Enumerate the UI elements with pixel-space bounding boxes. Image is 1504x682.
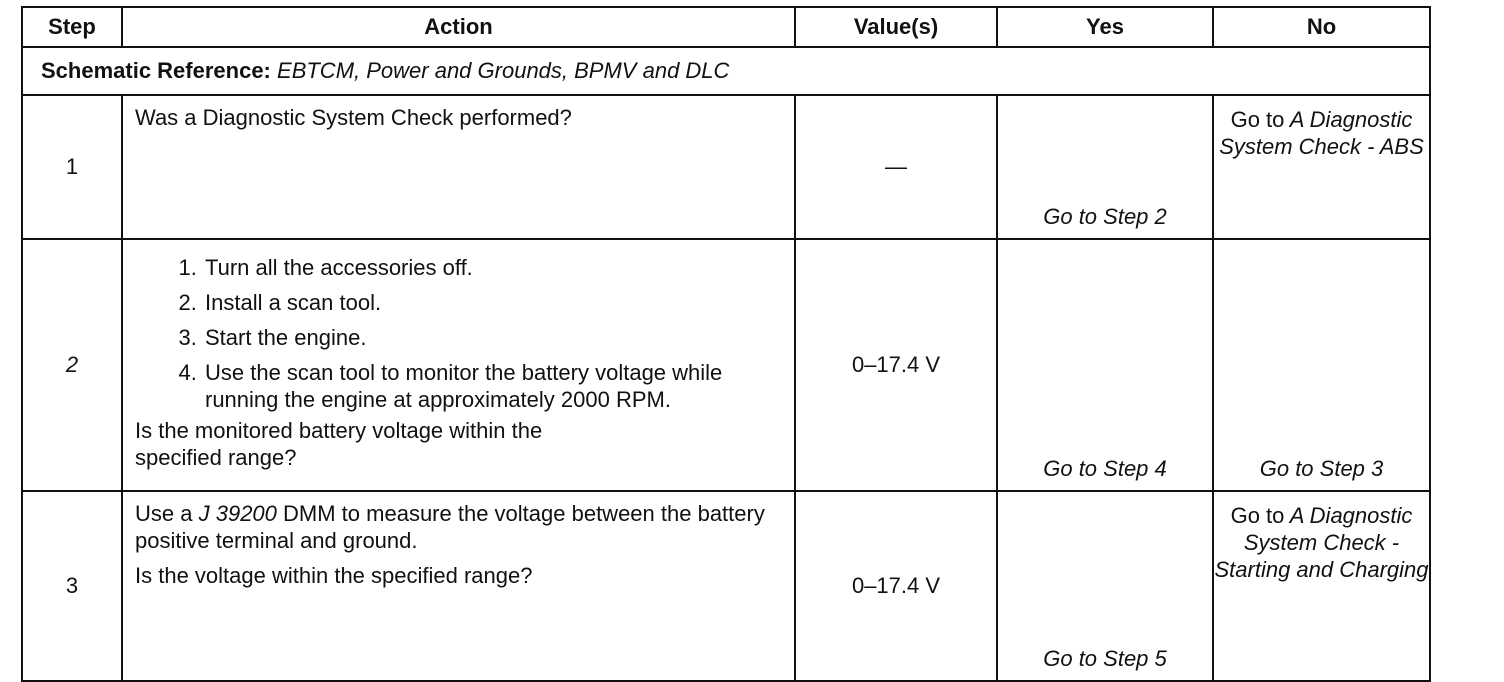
no-prefix: Go to — [1230, 503, 1285, 528]
action-text — [135, 500, 782, 554]
action-pre: Use a — [135, 501, 193, 526]
value-text: 0–17.4 V — [851, 352, 941, 377]
yes-cell — [997, 239, 1213, 491]
no-link[interactable]: A Diagnostic System Check - Starting and Charging — [1214, 503, 1429, 582]
action-cell — [122, 491, 795, 681]
header-step: Step — [22, 7, 122, 47]
table-row — [22, 95, 1430, 239]
action-question: Is the voltage within the specified range? — [135, 563, 533, 588]
value-cell — [795, 239, 997, 491]
table-row — [22, 491, 1430, 681]
yes-link[interactable]: Go to Step 5 — [1043, 646, 1167, 671]
action-step-item: 1. Turn all the accessories off. — [203, 254, 782, 281]
action-cell — [122, 95, 795, 239]
yes-cell — [997, 491, 1213, 681]
yes-link[interactable]: Go to Step 2 — [1043, 204, 1167, 229]
header-row — [22, 7, 1430, 47]
value-text: — — [885, 154, 907, 179]
yes-cell — [997, 95, 1213, 239]
header-values: Value(s) — [795, 7, 997, 47]
schematic-row — [22, 47, 1430, 95]
step-number: 3 — [22, 491, 122, 681]
action-step-item: 2. Install a scan tool. — [203, 289, 782, 316]
header-action: Action — [122, 7, 795, 47]
action-post: DMM to measure the voltage between the battery positive terminal and ground. — [135, 501, 765, 553]
no-link[interactable]: Go to Step 3 — [1259, 456, 1384, 481]
table-row — [22, 239, 1430, 491]
step-number: 2 — [22, 239, 122, 491]
value-cell — [795, 95, 997, 239]
schematic-text: EBTCM, Power and Grounds, BPMV and DLC — [277, 58, 730, 83]
diagnostic-table — [21, 6, 1431, 682]
action-steps — [135, 254, 782, 413]
step-number: 1 — [22, 95, 122, 239]
value-text: 0–17.4 V — [851, 573, 941, 598]
header-no: No — [1213, 7, 1430, 47]
yes-link[interactable]: Go to Step 4 — [1043, 456, 1167, 481]
tool-name: J 39200 — [198, 501, 277, 526]
schematic-label: Schematic Reference: — [41, 58, 271, 83]
value-cell — [795, 491, 997, 681]
action-step-item: 4. Use the scan tool to monitor the battery voltage while running the engine at approximately 2000 RPM. — [203, 359, 782, 413]
action-question: Is the monitored battery voltage within the specified range? — [135, 418, 543, 470]
action-cell — [122, 239, 795, 491]
no-prefix: Go to — [1230, 107, 1285, 132]
no-cell — [1213, 239, 1430, 491]
header-yes: Yes — [997, 7, 1213, 47]
action-text: Was a Diagnostic System Check performed? — [135, 105, 572, 130]
no-cell — [1213, 95, 1430, 239]
action-step-item: 3. Start the engine. — [203, 324, 782, 351]
schematic-reference — [22, 47, 1430, 95]
no-link[interactable]: A Diagnostic System Check - ABS — [1219, 107, 1424, 159]
no-cell — [1213, 491, 1430, 681]
